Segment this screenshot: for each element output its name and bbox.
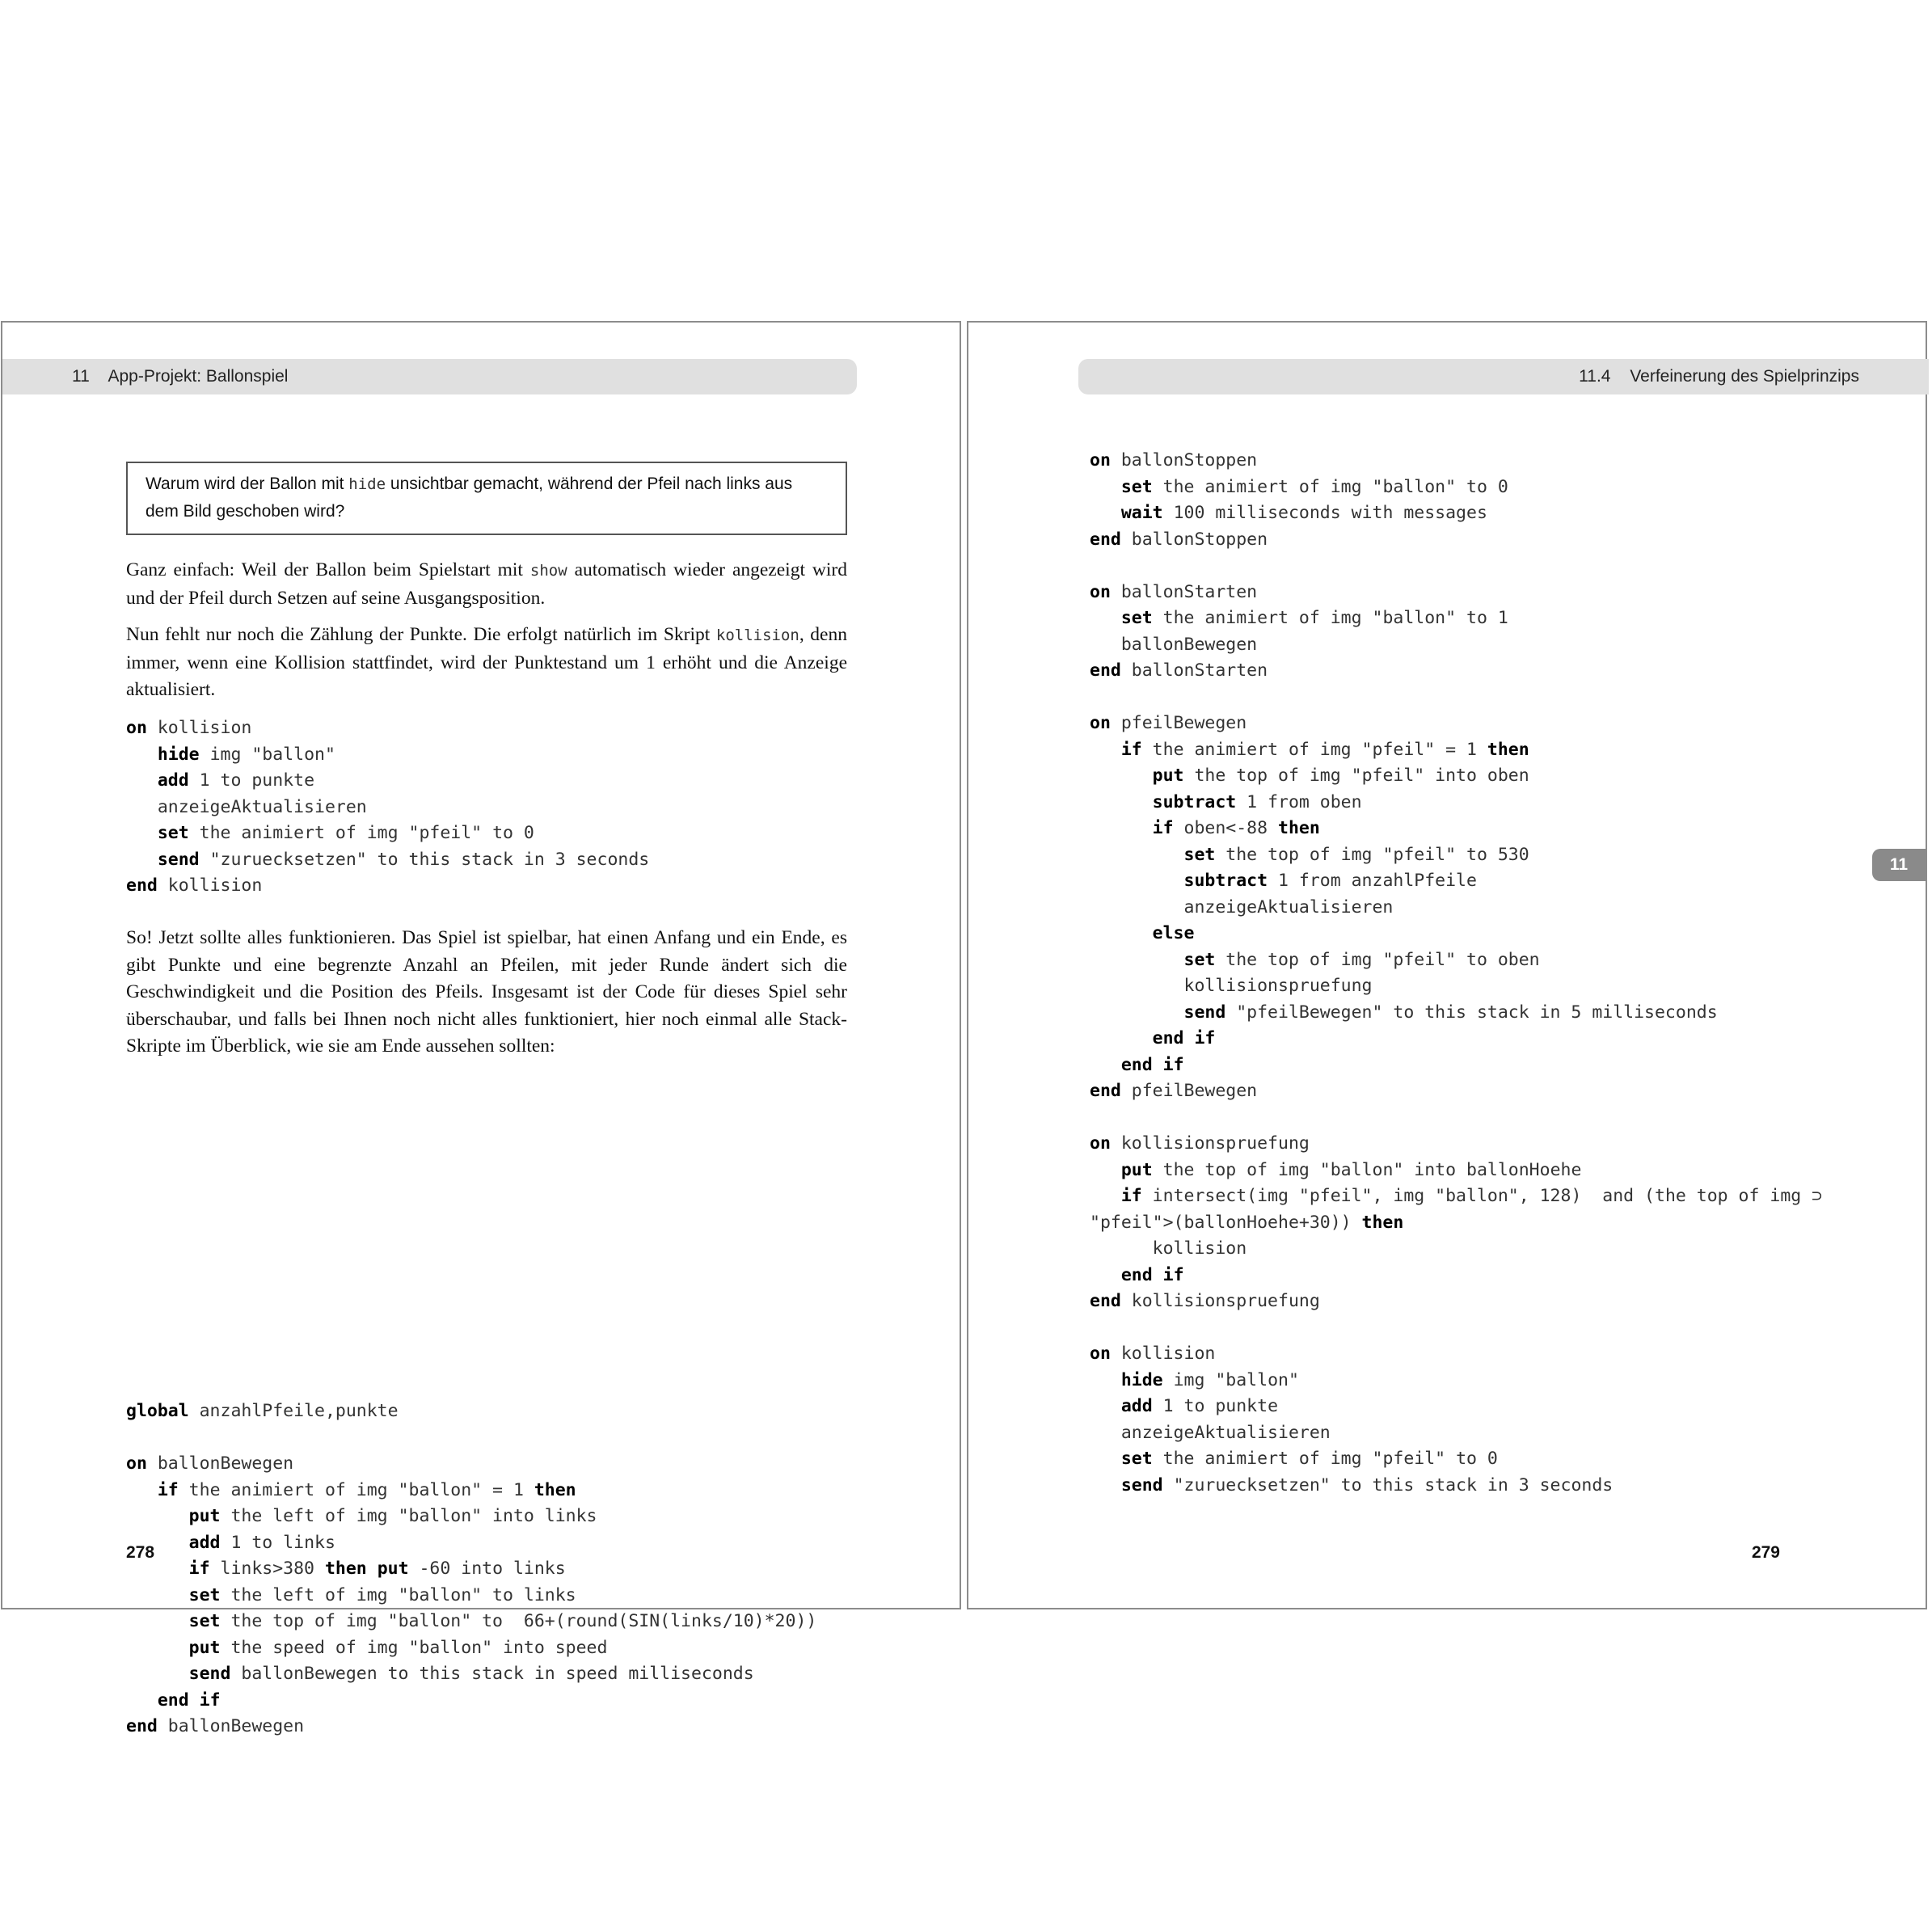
code-line: add 1 to links <box>188 1532 335 1553</box>
code-keyword: end if <box>157 1689 221 1711</box>
question-text-after: unsichtbar gemacht, während der Pfeil nach links aus dem Bild geschoben wird? <box>146 475 793 521</box>
code-keyword: set <box>1183 949 1216 970</box>
code-line: put the top of img "ballon" into ballonHoehe <box>1120 1159 1582 1180</box>
code-line: anzeigeAktualisieren <box>1090 896 1394 917</box>
code-line: end ballonBewegen <box>126 1716 305 1736</box>
question-code: hide <box>348 475 386 493</box>
code-line: if links>380 then put -60 into links <box>188 1559 566 1579</box>
code-line: on ballonStoppen <box>1090 450 1258 470</box>
code-keyword: put <box>377 1559 409 1579</box>
code-keyword: send <box>1120 1474 1163 1495</box>
code-keyword: add <box>1120 1396 1153 1416</box>
code-line: kollisionspruefung <box>1090 976 1373 996</box>
code-keyword: send <box>157 849 200 870</box>
running-header-right <box>1078 359 1929 394</box>
code-keyword: then <box>1487 739 1529 760</box>
code-block-kollision <box>126 715 649 900</box>
code-keyword: end <box>1090 660 1121 681</box>
code-line <box>1090 1055 1184 1075</box>
code-line: put the top of img "pfeil" into oben <box>1152 766 1529 786</box>
code-keyword: if <box>1120 1186 1142 1206</box>
code-line: wait 100 milliseconds with messages <box>1120 503 1487 523</box>
code-keyword: end if <box>1120 1054 1184 1075</box>
code-line: set the top of img "pfeil" to 530 <box>1183 844 1529 865</box>
paragraph-1-code: show <box>529 562 567 580</box>
code-line: put the left of img "ballon" into links <box>188 1506 597 1526</box>
left-page <box>1 321 961 1736</box>
code-keyword: else <box>1152 923 1195 943</box>
code-line: on ballonBewegen <box>126 1453 294 1474</box>
code-keyword: end <box>126 1716 158 1736</box>
code-block-stack-scripts <box>1090 448 1822 1499</box>
code-line: if the animiert of img "pfeil" = 1 then <box>1120 739 1529 760</box>
code-line: subtract 1 from anzahlPfeile <box>1183 871 1477 891</box>
chapter-thumb-tab: 11 <box>1872 849 1926 881</box>
paragraph-2-code: kollision <box>715 626 799 644</box>
code-line: end kollision <box>126 875 263 896</box>
code-line: end pfeilBewegen <box>1090 1081 1258 1101</box>
page-number-right: 279 <box>1751 1543 1780 1562</box>
code-keyword: set <box>1120 1449 1153 1469</box>
code-keyword: put <box>1152 766 1184 786</box>
code-line <box>1090 923 1194 943</box>
code-keyword: end <box>1090 1081 1121 1101</box>
code-line: set the animiert of img "ballon" to 0 <box>1120 476 1508 497</box>
code-line: anzeigeAktualisieren <box>126 796 367 817</box>
code-line: send "pfeilBewegen" to this stack in 5 milliseconds <box>1183 1002 1718 1023</box>
code-line: add 1 to punkte <box>157 770 315 791</box>
code-keyword: on <box>126 718 147 738</box>
code-line: put the speed of img "ballon" into speed <box>188 1637 608 1658</box>
code-line: send ballonBewegen to this stack in speed milliseconds <box>188 1664 754 1684</box>
code-keyword: hide <box>157 744 200 765</box>
paragraph-2 <box>126 622 847 704</box>
code-keyword: end <box>1090 1291 1121 1311</box>
code-keyword: if <box>157 1479 179 1500</box>
code-keyword: set <box>188 1611 221 1631</box>
code-keyword: set <box>1183 844 1216 865</box>
code-line: global anzahlPfeile,punkte <box>126 1401 399 1421</box>
code-keyword: put <box>188 1506 221 1526</box>
right-page <box>967 321 1927 1609</box>
page-number-left: 278 <box>126 1543 155 1562</box>
code-line: if intersect(img "pfeil", img "ballon", 128) and (the top of img ⊃ <box>1120 1186 1823 1206</box>
code-keyword: add <box>188 1532 221 1553</box>
section-title: Verfeinerung des Spielprinzips <box>1630 367 1859 386</box>
code-keyword: end <box>1090 529 1121 550</box>
code-line: if oben<-88 then <box>1152 818 1320 838</box>
code-line: hide img "ballon" <box>1120 1369 1299 1390</box>
code-keyword: then <box>534 1479 576 1500</box>
code-line: end ballonStoppen <box>1090 529 1268 550</box>
code-line <box>1090 1265 1184 1285</box>
code-line: ballonBewegen <box>1090 634 1258 655</box>
code-keyword: send <box>1183 1002 1226 1023</box>
code-line <box>126 1690 221 1711</box>
code-line: send "zuruecksetzen" to this stack in 3 seconds <box>1120 1474 1614 1495</box>
code-keyword: if <box>188 1559 210 1579</box>
code-keyword: end if <box>1152 1028 1216 1048</box>
code-keyword: global <box>126 1401 189 1421</box>
code-line: set the animiert of img "ballon" to 1 <box>1120 608 1508 628</box>
code-keyword: subtract <box>1183 871 1268 891</box>
code-line: set the top of img "pfeil" to oben <box>1183 949 1540 970</box>
code-keyword: on <box>1090 1344 1111 1364</box>
code-line: send "zuruecksetzen" to this stack in 3 seconds <box>157 849 650 870</box>
code-line: if the animiert of img "ballon" = 1 then <box>157 1479 576 1500</box>
code-keyword: set <box>188 1584 221 1605</box>
paragraph-1 <box>126 557 847 612</box>
code-keyword: if <box>1152 818 1174 838</box>
code-keyword: subtract <box>1152 791 1237 812</box>
code-keyword: then <box>1278 818 1320 838</box>
code-line <box>1090 1028 1215 1048</box>
code-keyword: hide <box>1120 1369 1163 1390</box>
code-keyword: on <box>1090 713 1111 733</box>
code-line: on ballonStarten <box>1090 581 1258 602</box>
chapter-number: 11 <box>72 367 90 386</box>
code-keyword: then <box>324 1559 367 1579</box>
code-keyword: wait <box>1120 503 1163 523</box>
code-keyword: set <box>1120 476 1153 497</box>
code-line: kollision <box>1090 1238 1247 1259</box>
code-keyword: on <box>1090 581 1111 602</box>
question-box <box>126 462 847 535</box>
paragraph-3: So! Jetzt sollte alles funktionieren. Das Spiel ist spielbar, hat einen Anfang und ein Ende, es gibt Punkte und eine begrenzte Anzahl an Pfeilen, mit jeder Runde ändert sich die Geschwindigkeit und die Position des Pfeils. Insgesamt ist der Code für dieses Spiel sehr überschaubar, und falls bei Ihnen noch nicht alles funktioniert, hier noch einmal alle Stack-Skripte im Überblick, wie sie am Ende aussehen sollten: <box>126 927 847 1057</box>
code-line: subtract 1 from oben <box>1152 791 1362 812</box>
code-keyword: on <box>126 1453 147 1474</box>
paragraph-2-after: , denn immer, wenn eine Kollision stattfindet, wird der Punktestand um 1 erhöht und die Anzeige aktualisiert. <box>126 624 847 700</box>
question-text-before: Warum wird der Ballon mit <box>146 475 349 493</box>
code-line: hide img "ballon" <box>157 744 335 765</box>
code-keyword: put <box>1120 1159 1153 1180</box>
code-keyword: put <box>188 1637 221 1658</box>
code-keyword: add <box>157 770 189 791</box>
paragraph-1-before: Ganz einfach: Weil der Ballon beim Spielstart mit <box>126 559 530 580</box>
code-line: add 1 to punkte <box>1120 1396 1279 1416</box>
chapter-title: App-Projekt: Ballonspiel <box>108 367 289 386</box>
code-block-ballon-bewegen <box>126 1398 816 1740</box>
code-line: "pfeil">(ballonHoehe+30)) then <box>1090 1212 1404 1233</box>
code-keyword: on <box>1090 1133 1111 1154</box>
code-line: end ballonStarten <box>1090 660 1268 681</box>
running-header-left <box>2 359 857 394</box>
code-line: on kollision <box>1090 1344 1216 1364</box>
code-line: end kollisionspruefung <box>1090 1291 1320 1311</box>
code-keyword: set <box>1120 608 1153 628</box>
code-line: set the animiert of img "pfeil" to 0 <box>157 823 534 843</box>
code-line: set the animiert of img "pfeil" to 0 <box>1120 1449 1498 1469</box>
code-line: anzeigeAktualisieren <box>1090 1422 1331 1443</box>
code-keyword: then <box>1361 1212 1404 1233</box>
code-keyword: end <box>126 875 158 896</box>
code-line: on kollision <box>126 718 252 738</box>
section-number: 11.4 <box>1579 367 1611 386</box>
code-line: set the left of img "ballon" to links <box>188 1584 576 1605</box>
code-keyword: end if <box>1120 1264 1184 1285</box>
code-keyword: on <box>1090 450 1111 470</box>
code-line: set the top of img "ballon" to 66+(round(SIN(links/10)*20)) <box>188 1611 817 1631</box>
paragraph-1-after: automatisch wieder angezeigt wird und der Pfeil durch Setzen auf seine Ausgangsposition. <box>126 559 847 609</box>
code-keyword: set <box>157 823 189 843</box>
code-line: on kollisionspruefung <box>1090 1133 1310 1154</box>
code-keyword: send <box>188 1664 231 1684</box>
code-keyword: if <box>1120 739 1142 760</box>
paragraph-2-before: Nun fehlt nur noch die Zählung der Punkte. Die erfolgt natürlich im Skript <box>126 624 716 645</box>
code-line: on pfeilBewegen <box>1090 713 1247 733</box>
